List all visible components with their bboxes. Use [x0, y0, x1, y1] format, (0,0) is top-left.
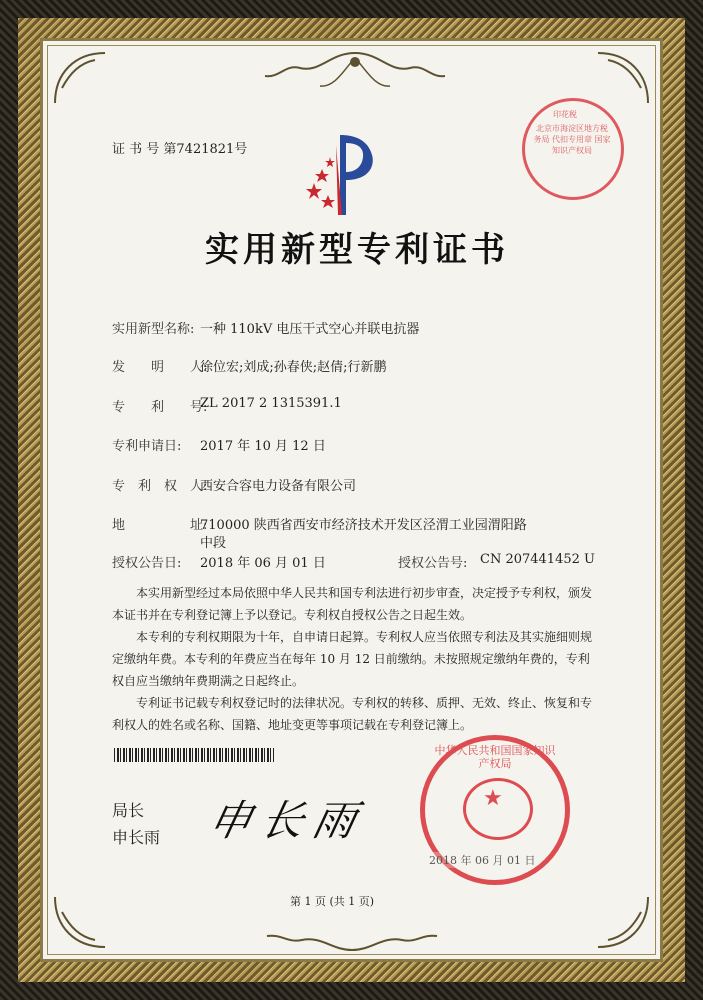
- certificate-title: 实用新型专利证书: [205, 230, 509, 270]
- field-value-owner: 西安合容电力设备有限公司: [200, 479, 357, 494]
- announce-date-value: 2018 年 06 月 01 日: [200, 556, 326, 571]
- field-label-address: 地 址:: [112, 518, 208, 533]
- field-label-inventor: 发 明 人:: [112, 360, 208, 375]
- corner-ornament-tr-icon: [593, 48, 653, 108]
- tax-seal: [522, 98, 624, 200]
- tax-seal-text: 北京市海淀区地方税务局 代扣专用章 国家知识产权局: [533, 124, 611, 155]
- field-label-patent-no: 专 利 号:: [112, 400, 208, 415]
- page-footer: 第 1 页 (共 1 页): [290, 895, 375, 908]
- announce-no-value: CN 207441452 U: [480, 552, 595, 567]
- tax-seal-mid: 印花税: [553, 110, 577, 119]
- certificate-number: 证 书 号 第7421821号: [112, 142, 248, 157]
- field-label-apply-date: 专利申请日:: [112, 439, 182, 454]
- top-ornament-icon: [260, 48, 450, 98]
- field-label-owner: 专 利 权 人:: [112, 479, 208, 494]
- field-value-name: 一种 110kV 电压干式空心并联电抗器: [200, 322, 420, 337]
- announce-date-label: 授权公告日:: [112, 556, 182, 571]
- director-signature: 申长雨: [204, 796, 371, 845]
- paragraph-grant: 本实用新型经过本局依照中华人民共和国专利法进行初步审查，决定授予专利权，颁发本证书并在专利登记簿上予以登记。专利权自授权公告之日起生效。: [112, 586, 593, 622]
- corner-ornament-br-icon: [593, 892, 653, 952]
- field-value-inventor: 徐位宏;刘成;孙春侠;赵倩;行新鹏: [200, 360, 387, 375]
- field-label-name: 实用新型名称:: [112, 322, 195, 337]
- seal-date: 2018 年 06 月 01 日: [429, 854, 536, 867]
- field-value-address-cont: 中段: [200, 536, 227, 551]
- seal-text: 中华人民共和国国家知识产权局: [434, 744, 556, 770]
- bottom-ornament-icon: [262, 930, 442, 956]
- field-value-patent-no: ZL 2017 2 1315391.1: [200, 396, 342, 411]
- paragraph-legal: 专利证书记载专利权登记时的法律状况。专利权的转移、质押、无效、终止、恢复和专利权人的姓名或名称、国籍、地址变更等事项记载在专利登记簿上。: [112, 696, 593, 732]
- corner-ornament-bl-icon: [50, 892, 110, 952]
- barcode: [114, 748, 274, 762]
- director-title: 局长: [112, 801, 145, 820]
- seal-star-icon: ★: [483, 786, 503, 811]
- patent-logo-icon: [300, 125, 380, 220]
- corner-ornament-tl-icon: [50, 48, 110, 108]
- paragraph-term: 本专利的专利权期限为十年，自申请日起算。专利权人应当依照专利法及其实施细则规定缴纳年费。本专利的年费应当在每年 10 月 12 日前缴纳。未按照规定缴纳年费的，专利权自应当缴纳年费期满之日起终止。: [112, 630, 593, 688]
- field-value-address: 710000 陕西省西安市经济技术开发区泾渭工业园渭阳路: [200, 518, 527, 533]
- announce-no-label: 授权公告号:: [398, 556, 468, 571]
- field-value-apply-date: 2017 年 10 月 12 日: [200, 439, 326, 454]
- director-name: 申长雨: [112, 828, 161, 847]
- office-seal: [420, 735, 570, 885]
